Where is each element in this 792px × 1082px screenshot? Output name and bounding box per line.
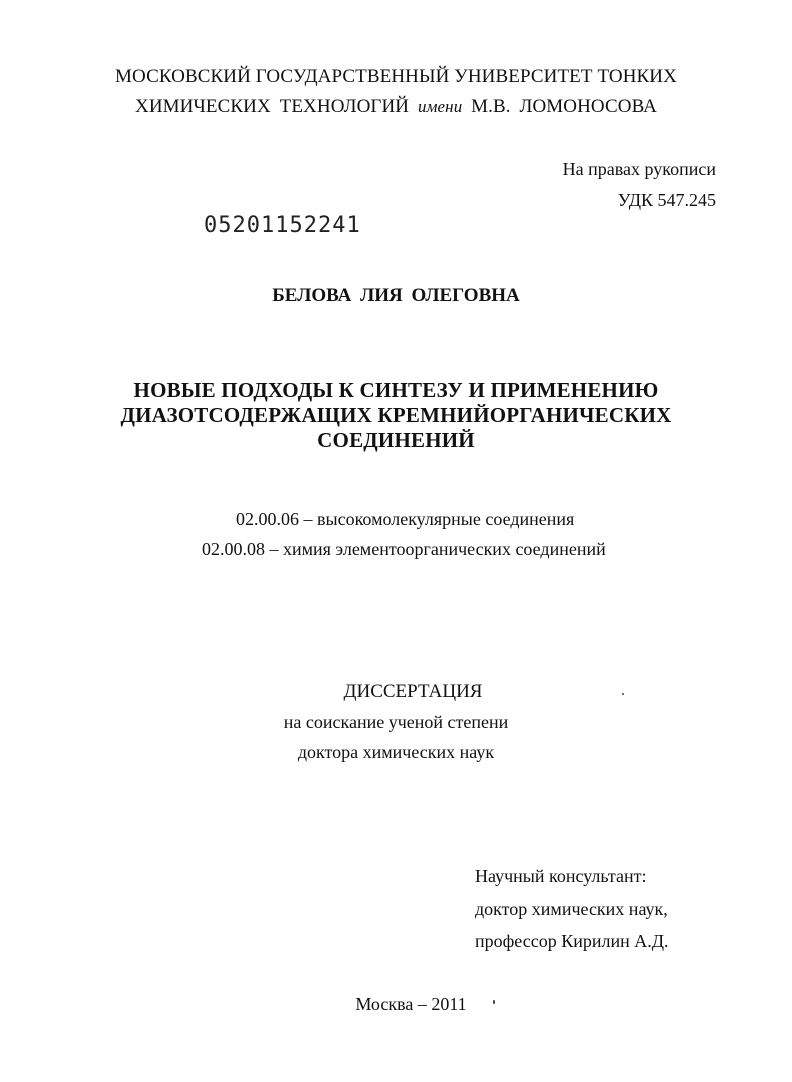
udk-code: УДК 547.245 xyxy=(617,190,716,210)
thesis-title-line-2: ДИАЗОТСОДЕРЖАЩИХ КРЕМНИЙОРГАНИЧЕСКИХ xyxy=(120,403,672,427)
thesis-title-line-1: НОВЫЕ ПОДХОДЫ К СИНТЕЗУ И ПРИМЕНЕНИЮ xyxy=(133,378,659,402)
degree-purpose: на соискание ученой степени xyxy=(283,712,509,732)
consultant-label: Научный консультант: xyxy=(475,866,647,886)
city-and-year: Москва – 2011 xyxy=(355,994,467,1014)
university-name-line-2 xyxy=(0,96,792,118)
degree-name: доктора химических наук xyxy=(297,742,495,762)
specialty-1: 02.00.06 – высокомолекулярные соединения xyxy=(236,509,575,529)
manuscript-rights: На правах рукописи xyxy=(562,159,716,179)
university-name-part-1: ХИМИЧЕСКИХ ТЕХНОЛОГИЙ xyxy=(135,96,410,117)
thesis-title-line-3: СОЕДИНЕНИЙ xyxy=(317,428,475,452)
consultant-name: профессор Кирилин А.Д. xyxy=(475,931,669,951)
university-name-imeni: имени xyxy=(417,97,463,116)
university-name-line-1: МОСКОВСКИЙ ГОСУДАРСТВЕННЫЙ УНИВЕРСИТЕТ ТОНКИХ xyxy=(115,66,677,87)
scan-speck xyxy=(622,693,624,695)
scan-speck xyxy=(493,1000,495,1004)
specialty-2: 02.00.08 – химия элементоорганических соединений xyxy=(202,539,606,559)
author-name: БЕЛОВА ЛИЯ ОЛЕГОВНА xyxy=(272,285,520,306)
university-name-part-2: М.В. ЛОМОНОСОВА xyxy=(471,96,657,117)
inventory-number-stamp: 05201152241 xyxy=(204,213,361,238)
document-type: ДИССЕРТАЦИЯ xyxy=(343,681,483,702)
consultant-degree: доктор химических наук, xyxy=(475,899,668,919)
